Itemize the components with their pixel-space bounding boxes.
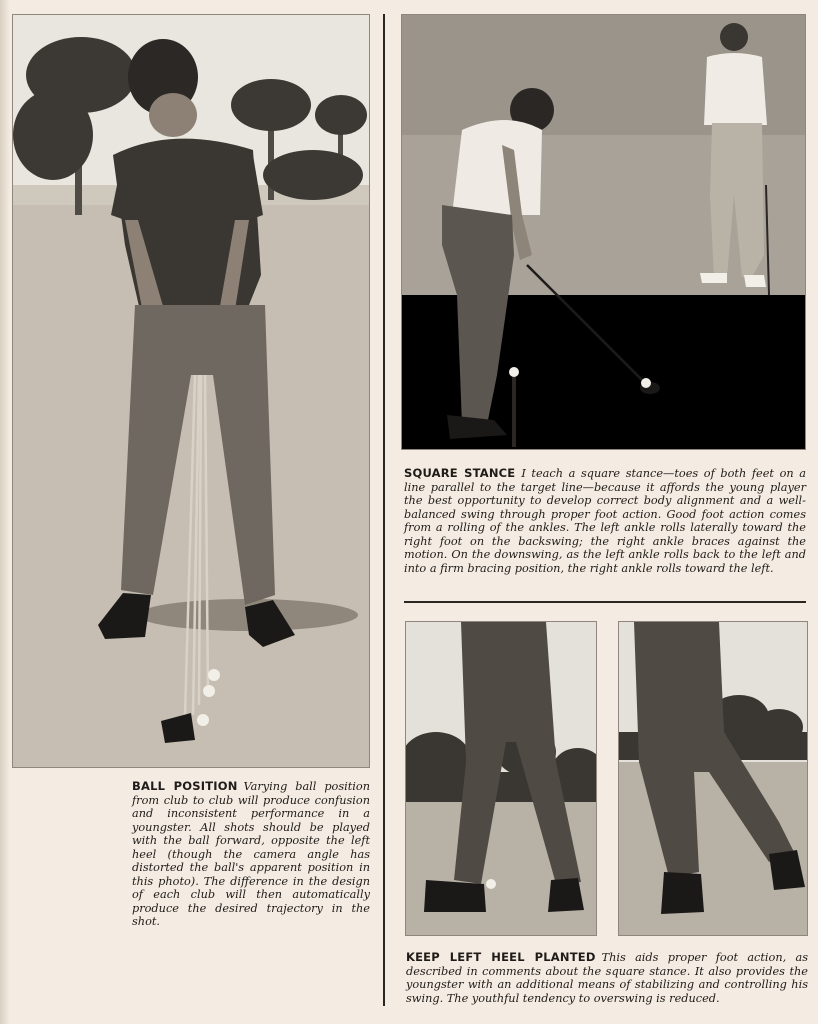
heel-planted-photo-2 bbox=[618, 621, 808, 936]
heel-planted-photo-1 bbox=[405, 621, 597, 936]
keep-left-heel-caption bbox=[406, 951, 808, 1005]
square-stance-heading: SQUARE STANCE bbox=[404, 466, 516, 480]
ball-position-photo bbox=[12, 14, 370, 768]
ball-position-text: Varying ball position from club to club will produce confusion and inconsistent performance in a youngster. All shots should be played with the ball forward, opposite the left heel (though the camera angle has distorted the ball's apparent position in this photo). The difference in the design of each club will then automatically produce the desired trajectory in the shot. bbox=[132, 780, 370, 928]
keep-left-heel-text: This aids proper foot action, as described in comments about the square stance. It also provides the youngster with an additional means of stabilizing and controlling his swing. The youthful tendency to overswing is reduced. bbox=[406, 951, 808, 1005]
ball-position-caption bbox=[132, 780, 370, 929]
keep-left-heel-heading: KEEP LEFT HEEL PLANTED bbox=[406, 950, 596, 964]
page-binding-edge bbox=[0, 0, 10, 1024]
square-stance-caption bbox=[404, 467, 806, 575]
square-stance-text: I teach a square stance—toes of both feet on a line parallel to the target line—because it affords the young player the best opportunity to develop correct body alignment and a well-balanced swing through proper foot action. Good foot action comes from a rolling of the ankles. The left ankle rolls laterally toward the right foot on the backswing; the right ankle braces against the motion. On the downswing, as the left ankle rolls back to the left and into a firm bracing position, the right ankle rolls toward the left. bbox=[404, 467, 807, 575]
square-stance-photo bbox=[401, 14, 806, 450]
column-divider bbox=[383, 14, 385, 1006]
section-divider bbox=[404, 601, 806, 603]
ball-position-heading: BALL POSITION bbox=[132, 779, 238, 793]
